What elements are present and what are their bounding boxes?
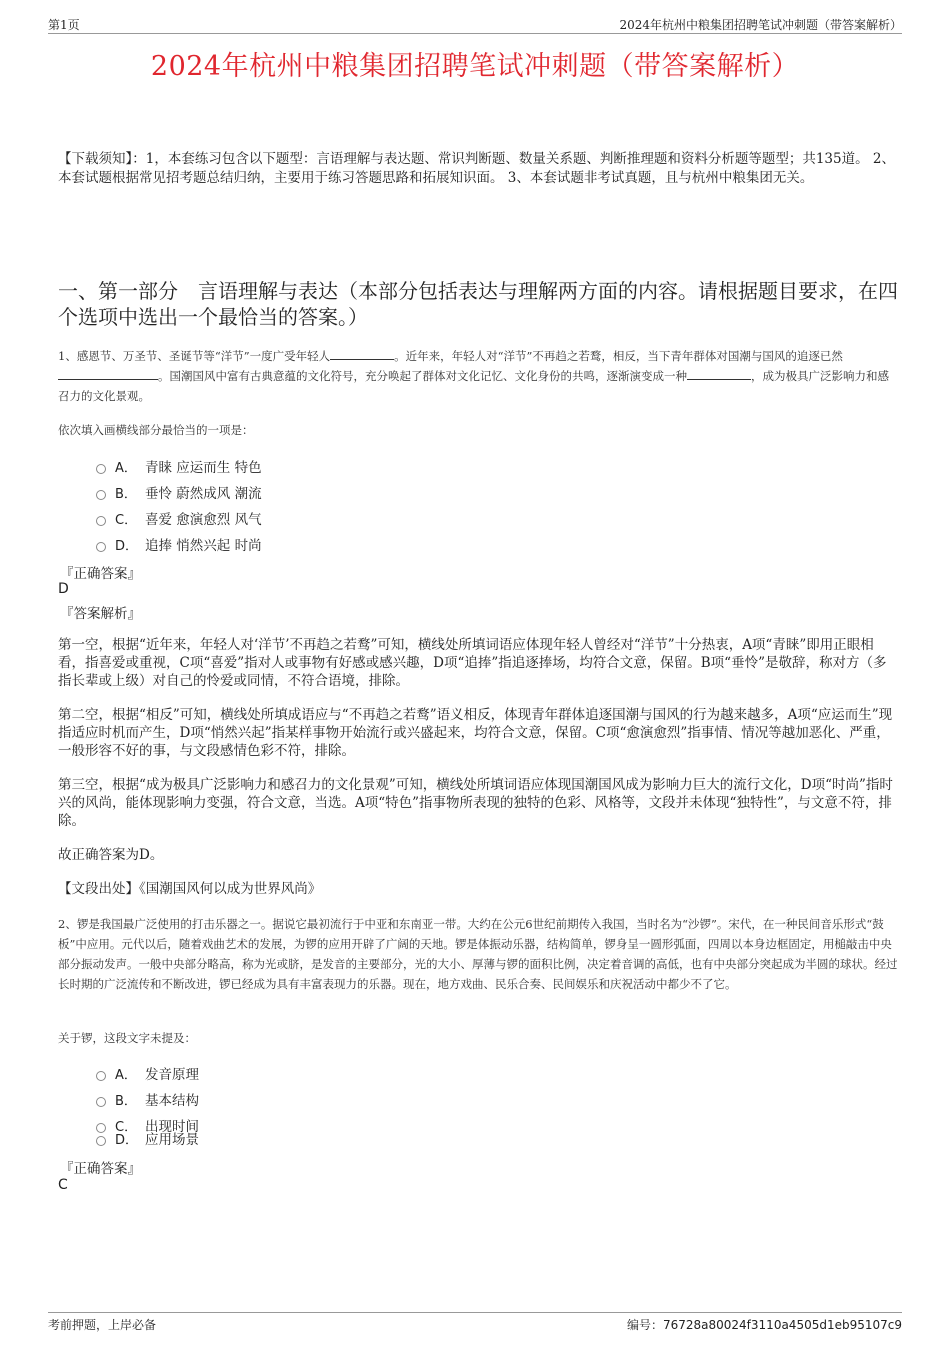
radio-icon[interactable]	[96, 1097, 106, 1107]
header-divider	[48, 33, 902, 34]
download-notice: 【下载须知】：1，本套练习包含以下题型：言语理解与表达题、常识判断题、数量关系题、判断推理题和资料分析题等题型；共135道。 2、本套试题根据常见招考题总结归纳，主要用于练习答题思路和拓展知识面。 3、本套试题非考试真题，且与杭州中粮集团无关。	[58, 151, 895, 186]
q1-answer: D	[58, 581, 69, 597]
section-heading: 一、第一部分 言语理解与表达（本部分包括表达与理解两方面的内容。请根据题目要求，在四个选项中选出一个最恰当的答案。）	[58, 279, 898, 329]
q1-option-a[interactable]: A． 青睐 应运而生 特色	[96, 456, 262, 476]
q1-analysis-label: 『答案解析』	[60, 606, 141, 622]
footer-divider	[48, 1312, 902, 1313]
radio-icon[interactable]	[96, 1136, 106, 1146]
blank-3	[687, 367, 751, 380]
q1-option-b[interactable]: B． 垂怜 蔚然成风 潮流	[96, 482, 262, 502]
q1-source: 【文段出处】《国潮国风何以成为世界风尚》	[58, 881, 322, 897]
q2-answer: C	[58, 1177, 68, 1193]
blank-2	[58, 367, 158, 380]
document-title: 2024年杭州中粮集团招聘笔试冲刺题（带答案解析）	[150, 51, 800, 82]
page-number: 第1页	[48, 18, 80, 32]
q2-option-c[interactable]: C． 出现时间	[96, 1115, 199, 1135]
footer-code: 编号：76728a80024f3110a4505d1eb95107c9	[626, 1318, 902, 1332]
q1-option-d[interactable]: D． 追捧 悄然兴起 时尚	[96, 534, 262, 554]
question-2-text: 2、锣是我国最广泛使用的打击乐器之一。据说它最初流行于中亚和东南亚一带。大约在公元6世纪前期传入我国，当时名为“沙锣”。宋代，在一种民间音乐形式“鼓板”中应用。元代以后，随着戏曲艺术的发展，为锣的应用开辟了广阔的天地。锣是体振动乐器，结构简单，锣身呈一圆形弧面，四周以本身边框固定，用槌敲击中央部分振动发声。一般中央部分略高，称为光或脐，是发音的主要部分，光的大小、厚薄与锣的面积比例，决定着音调的高低，也有中央部分突起成为半圆的球状。经过长时期的广泛流传和不断改进，锣已经成为具有丰富表现力的乐器。现在，地方戏曲、民乐合奏、民间娱乐和庆祝活动中都少不了它。	[58, 917, 898, 991]
radio-icon[interactable]	[96, 1071, 106, 1081]
q1-analysis-paragraph: 第三空，根据“成为极具广泛影响力和感召力的文化景观”可知，横线处所填词语应体现国潮国风成为影响力巨大的流行文化，D项“时尚”指时兴的风尚，能体现影响力变强，符合文意，当选。A项“特色”指事物所表现的独特的色彩、风格等，文段并未体现“独特性”，与文意不符，排除。	[58, 777, 893, 829]
q1-analysis-paragraph: 第一空，根据“近年来，年轻人对‘洋节’不再趋之若鹜”可知，横线处所填词语应体现年轻人曾经对“洋节”十分热衷，A项“青睐”即用正眼相看，指喜爱或重视，C项“喜爱”指对人或事物有好感或感兴趣，D项“追捧”指追逐捧场，均符合文意，保留。B项“垂怜”是敬辞，称对方（多指长辈或上级）对自己的怜爱或同情，不符合语境，排除。	[58, 637, 887, 689]
header-doc-title: 2024年杭州中粮集团招聘笔试冲刺题（带答案解析）	[619, 18, 902, 32]
question-1-text: 1、感恩节、万圣节、圣诞节等“洋节”一度广受年轻人 。近年来，年轻人对“洋节”不再趋之若鹜，相反，当下青年群体对国潮与国风的追逐已然。国潮国风中富有古典意蕴的文化符号，充分唤起了群体对文化记忆、文化身份的共鸣，逐渐演变成一种 ，成为极具广泛影响力和感召力的文化景观。	[58, 349, 889, 403]
blank-1	[330, 347, 394, 360]
q2-option-d[interactable]: D． 应用场景	[96, 1128, 199, 1148]
radio-icon[interactable]	[96, 516, 106, 526]
q2-answer-label: 『正确答案』	[60, 1161, 141, 1177]
radio-icon[interactable]	[96, 542, 106, 552]
q1-option-c[interactable]: C． 喜爱 愈演愈烈 风气	[96, 508, 262, 528]
question-2-prompt: 关于锣，这段文字未提及：	[58, 1031, 196, 1045]
q2-option-a[interactable]: A． 发音原理	[96, 1063, 199, 1083]
q1-analysis-paragraph: 第二空，根据“相反”可知，横线处所填成语应与“不再趋之若鹜”语义相反，体现青年群体追逐国潮与国风的行为越来越多，A项“应运而生”现指适应时机而产生，D项“悄然兴起”指某样事物开始流行或兴盛起来，均符合文意，保留。C项“愈演愈烈”指事情、情况等越加恶化、严重，一般形容不好的事，与文段感情色彩不符，排除。	[58, 707, 893, 759]
question-1-prompt: 依次填入画横线部分最恰当的一项是：	[58, 423, 254, 437]
q2-option-b[interactable]: B． 基本结构	[96, 1089, 199, 1109]
q1-conclusion: 故正确答案为D。	[58, 847, 164, 863]
q1-answer-label: 『正确答案』	[60, 566, 141, 582]
radio-icon[interactable]	[96, 490, 106, 500]
radio-icon[interactable]	[96, 464, 106, 474]
footer-slogan: 考前押题，上岸必备	[48, 1318, 157, 1332]
